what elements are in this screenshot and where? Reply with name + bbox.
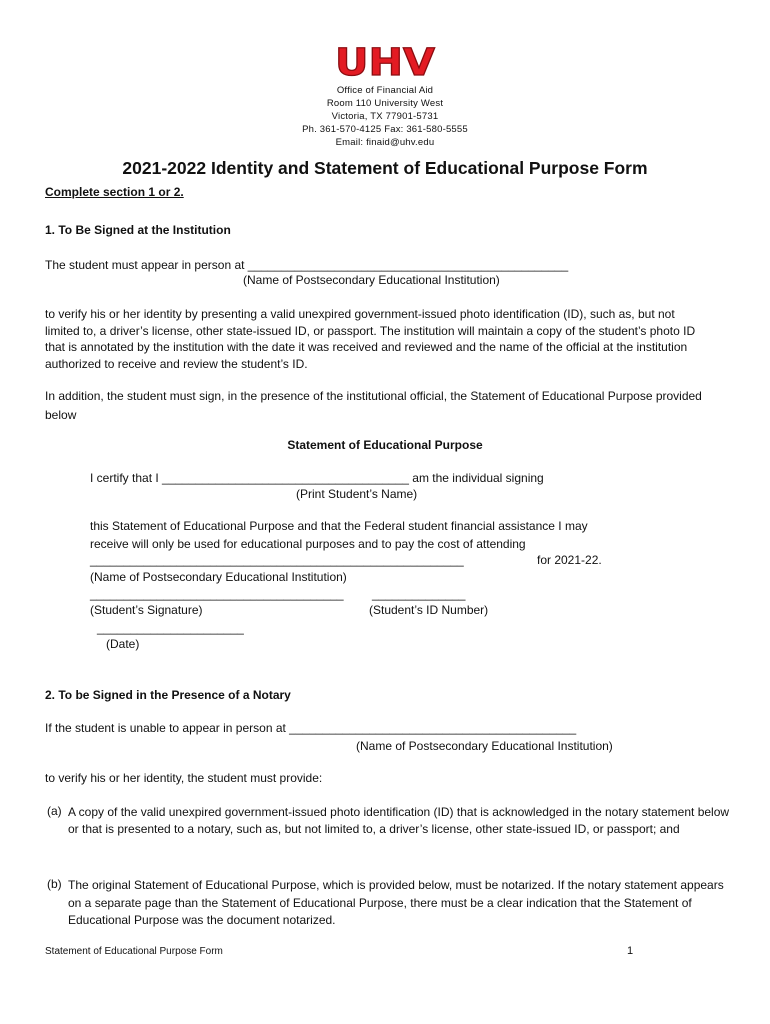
- page-number: 1: [627, 945, 634, 957]
- statement-heading: Statement of Educational Purpose: [287, 438, 483, 452]
- item-b-marker: (b): [47, 877, 62, 891]
- section2-institution-caption: (Name of Postsecondary Educational Institution): [356, 739, 613, 753]
- certify-line: I certify that I _____________________________________ am the individual signing: [90, 471, 544, 485]
- attending-institution-caption: (Name of Postsecondary Educational Institution): [90, 570, 347, 584]
- student-id-caption: (Student’s ID Number): [369, 603, 489, 617]
- signature-caption: (Student’s Signature): [90, 603, 203, 617]
- date-blank: ______________________: [97, 621, 244, 635]
- section1-institution-caption: (Name of Postsecondary Educational Institution): [243, 273, 500, 287]
- student-id-blank: ______________: [372, 587, 466, 601]
- svg-text:UHV: UHV: [335, 44, 436, 80]
- date-caption: (Date): [106, 637, 140, 651]
- statement-line-1: this Statement of Educational Purpose and that the Federal student financial assistance I may: [90, 519, 588, 533]
- office-name: Office of Financial Aid: [336, 85, 434, 96]
- item-b-text: The original Statement of Educational Purpose, which is provided below, must be notarized. If the notary statement appears on a separate page than the Statement of Educational Purpose, there must be a clear indication that the Statement of Educational Purpose was the document notarized.: [68, 878, 724, 927]
- section2-heading: 2. To be Signed in the Presence of a Notary: [45, 688, 291, 702]
- footer-label: Statement of Educational Purpose Form: [45, 946, 223, 957]
- office-phone: Ph. 361-570-4125 Fax: 361-580-5555: [302, 124, 468, 135]
- item-a-marker: (a): [47, 804, 62, 818]
- office-city: Victoria, TX 77901-5731: [331, 111, 439, 122]
- section2-institution-line: If the student is unable to appear in person at ___________________________________________: [45, 721, 577, 735]
- item-a-text: A copy of the valid unexpired government-issued photo identification (ID) that is acknowledged in the notary statement below or that is presented to a notary, such as, but not limited to, a driver’s license, other state-issued ID, or passport; and: [68, 805, 730, 836]
- instruction: Complete section 1 or 2.: [45, 185, 184, 199]
- uhv-logo: [334, 44, 436, 80]
- uhv-logo-graphic: [334, 44, 436, 80]
- section1-institution-line: The student must appear in person at ________________________________________________: [45, 258, 569, 272]
- attending-institution-blank: ________________________________________________________: [90, 553, 464, 567]
- office-email: Email: finaid@uhv.edu: [335, 137, 435, 148]
- certify-caption: (Print Student’s Name): [296, 487, 418, 501]
- section1-heading: 1. To Be Signed at the Institution: [45, 223, 231, 237]
- statement-line-2: receive will only be used for educational purposes and to pay the cost of attending: [90, 537, 526, 551]
- signature-blank: ______________________________________: [90, 587, 344, 601]
- section2-intro: to verify his or her identity, the student must provide:: [45, 771, 323, 785]
- page-title: 2021-2022 Identity and Statement of Educational Purpose Form: [122, 158, 648, 178]
- section1-paragraph-verify: to verify his or her identity by presenting a valid unexpired government-issued photo identification (ID), such as, but not limited to, a driver’s license, other state-issued ID, or passport. The institution will maintain a copy of the student’s photo ID that is annotated by the institution with the date it was received and reviewed and the name of the official at the institution authorized to receive and review the student’s ID.: [45, 307, 696, 371]
- award-year: for 2021-22.: [537, 553, 602, 567]
- office-room: Room 110 University West: [326, 98, 444, 109]
- section1-paragraph-sign: In addition, the student must sign, in the presence of the institutional official, the Statement of Educational Purpose provided below: [45, 389, 702, 422]
